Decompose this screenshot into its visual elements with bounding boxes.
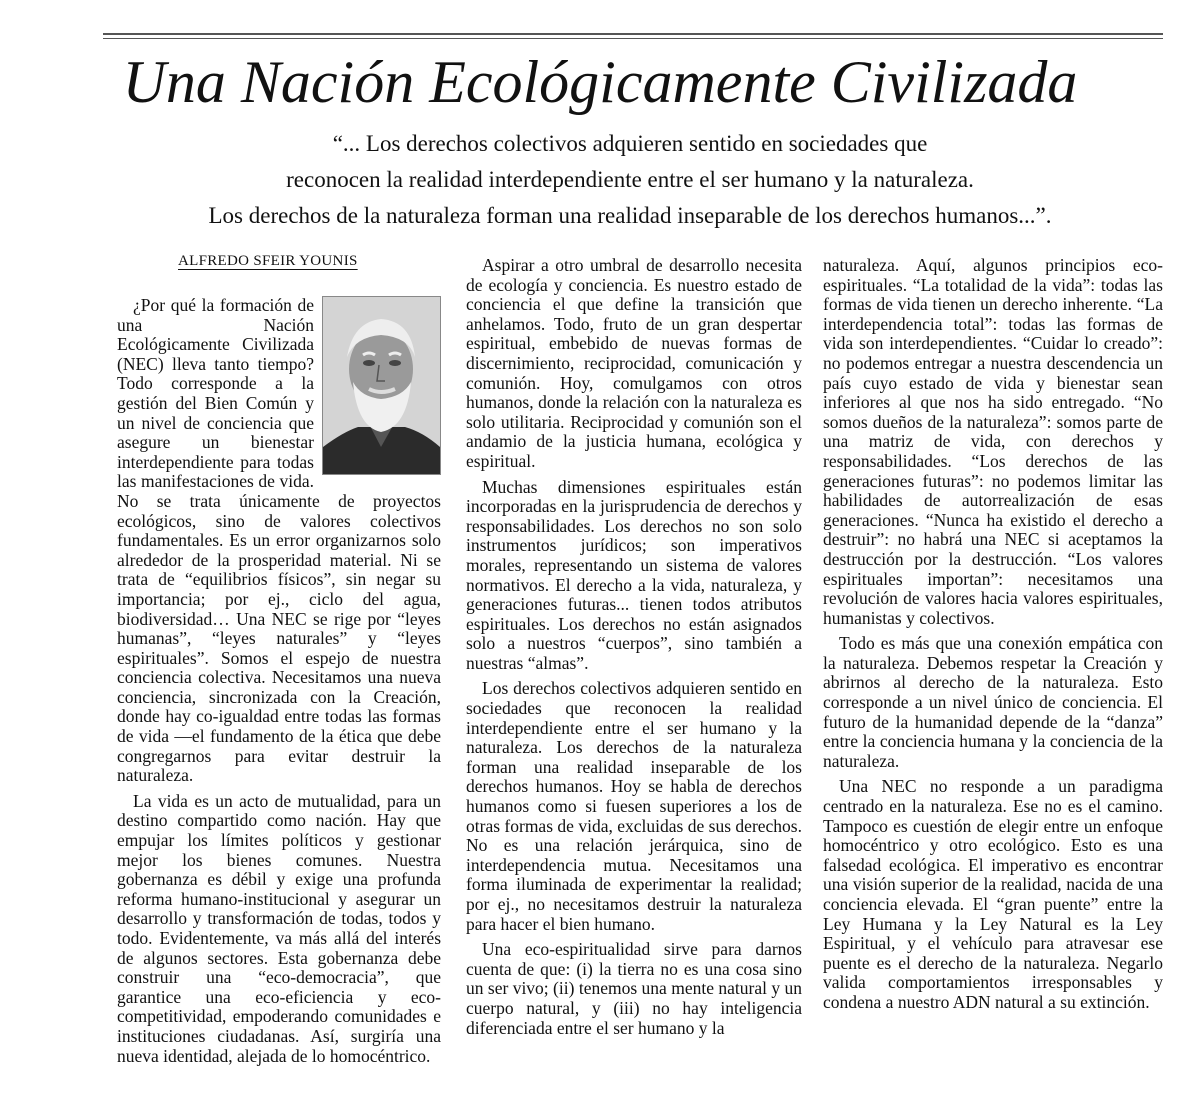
- column-3-paragraph-3: Una NEC no responde a un paradigma centrado en la naturaleza. Ese no es el camino. Tampoco es cuestión de elegir entre un enfoque homocéntrico y otro ecológico. Esto es una falsedad ecológica. El imperativo es encontrar una visión superior de la realidad, nacida de una conciencia elevada. El “gran puente” entre la Ley Humana y la Ley Natural es la Ley Espiritual, y el vehículo para atravesar ese puente es el derecho de la naturaleza. Negarlo valida comportamientos irresponsables y condena a nuestro ADN natural a su extinción.: [823, 776, 1163, 1012]
- column-1-paragraph-1: [117, 296, 441, 786]
- column-3-paragraph-2: Todo es más que una conexión empática con la naturaleza. Debemos respetar la Creación y abrirnos al derecho de la naturaleza. Esto corresponde a un nivel único de conciencia. El futuro de la humanidad depende de la “danza” entre la conciencia humana y la conciencia de la naturaleza.: [823, 633, 1163, 771]
- top-rule-thin: [103, 38, 1163, 39]
- column-2-paragraph-3: Los derechos colectivos adquieren sentido en sociedades que reconocen la realidad interdependiente entre el ser humano y la naturaleza. Los derechos de la naturaleza forman una realidad inseparable de los derechos humanos. Hoy se habla de derechos humanos como si fuesen superiores a los de otras formas de vida, excluidas de sus derechos. No es una relación jerárquica, sino de interdependencia mutua. Necesitamos una forma iluminada de experimentar la realidad; por ej., no necesitamos destruir la naturaleza para hacer el bien humano.: [466, 678, 802, 934]
- column-1: [117, 296, 441, 1066]
- column-2-paragraph-2: Muchas dimensiones espirituales están incorporadas en la jurisprudencia de derechos y responsabilidades. Los derechos no son solo instrumentos jurídicos; son imperativos morales, representando un sistema de valores normativos. El derecho a la vida, naturaleza, y generaciones futuras... tienen todos atributos espirituales. Los derechos no están asignados solo a nuestros “cuerpos”, sino también a nuestras “almas”.: [466, 476, 802, 673]
- article-title: Una Nación Ecológicamente Civilizada: [122, 49, 1078, 115]
- pull-quote-line-1: “... Los derechos colectivos adquieren sentido en sociedades que: [332, 131, 928, 156]
- column-1-paragraph-1-text: ¿Por qué la formación de una Nación Ecológicamente Civilizada (NEC) lleva tanto tiempo? Todo corresponde a la gestión del Bien Común y un nivel de conciencia que asegure un bienestar interdependiente para todas las manifestaciones de vida. No se trata únicamente de proyectos ecológicos, sino de valores colectivos fundamentales. Es un error organizarnos solo alrededor de la prosperidad material. Ni se trata de “equilibrios físicos”, sin negar su importancia; por ej., ciclo del agua, biodiversidad… Una NEC se rige por “leyes humanas”, “leyes naturales” y “leyes espirituales”. Somos el espejo de nuestra conciencia colectiva. Necesitamos una nueva conciencia, sincronizada con la Creación, donde hay co-igualdad entre todas las formas de vida —el fundamento de la ética que debe congregarnos para evitar destruir la naturaleza.: [117, 295, 441, 786]
- column-1-paragraph-2: La vida es un acto de mutualidad, para un destino compartido como nación. Hay que empujar los límites políticos y gestionar mejor los bienes comunes. Nuestra gobernanza es débil y exige una profunda reforma humano-institucional y asegurar un desarrollo y transformación de todas, todos y todo. Evidentemente, va más allá del interés de algunos sectores. Esta gobernanza debe construir una “eco-democracia”, que garantice una eco-eficiencia y eco-competitividad, empoderando comunidades e instituciones ciudadanas. Así, surgiría una nueva identidad, alejada de lo homocéntrico.: [117, 790, 441, 1066]
- top-rule: [103, 33, 1163, 35]
- pull-quote-line-3: Los derechos de la naturaleza forman una realidad inseparable de los derechos humanos...”.: [208, 203, 1052, 228]
- column-2-paragraph-1: Aspirar a otro umbral de desarrollo necesita de ecología y conciencia. Es nuestro estado de conciencia el que define la transición que anhelamos. Todo, fruto de un gran despertar espiritual, embebido de nuevas formas de discernimiento, reciprocidad, comunicación y comunión. Hoy, comulgamos con otros humanos, donde la relación con la naturaleza es solo utilitaria. Reciprocidad y comunión son el andamio de la justicia humana, ecológica y espiritual.: [466, 255, 802, 471]
- pull-quote: [100, 126, 1160, 234]
- author-photo: [322, 296, 441, 475]
- column-3: [823, 256, 1163, 1013]
- column-3-paragraph-1: naturaleza. Aquí, algunos principios eco-espirituales. “La totalidad de la vida”: todas las formas de vida tienen un derecho inherente. “La interdependencia total”: todas las formas de vida son interdependientes. “Cuidar lo creado”: no podemos entregar a nuestra descendencia un país cuyo estado de vida y bienestar sean inferiores al que nos ha sido entregado. “No somos dueños de la naturaleza”: somos parte de una matriz de vida, con derechos y responsabilidades. “Los derechos de las generaciones futuras”: no podemos limitar las habilidades de autorrealización de esas generaciones. “Nunca ha existido el derecho a destruir”: no habrá una NEC si aceptamos la destrucción por la destrucción. “Los valores espirituales importan”: necesitamos una revolución de valores hacia valores espirituales, humanistas y colectivos.: [823, 255, 1163, 628]
- author-byline: ALFREDO SFEIR YOUNIS: [178, 253, 358, 269]
- column-2-paragraph-4: Una eco-espiritualidad sirve para darnos cuenta de que: (i) la tierra no es una cosa sino un ser vivo; (ii) tenemos una mente natural y un cuerpo natural, y (iii) no hay inteligencia diferenciada entre el ser humano y la: [466, 939, 802, 1038]
- pull-quote-line-2: reconocen la realidad interdependiente entre el ser humano y la naturaleza.: [286, 167, 974, 192]
- column-2: [466, 256, 802, 1038]
